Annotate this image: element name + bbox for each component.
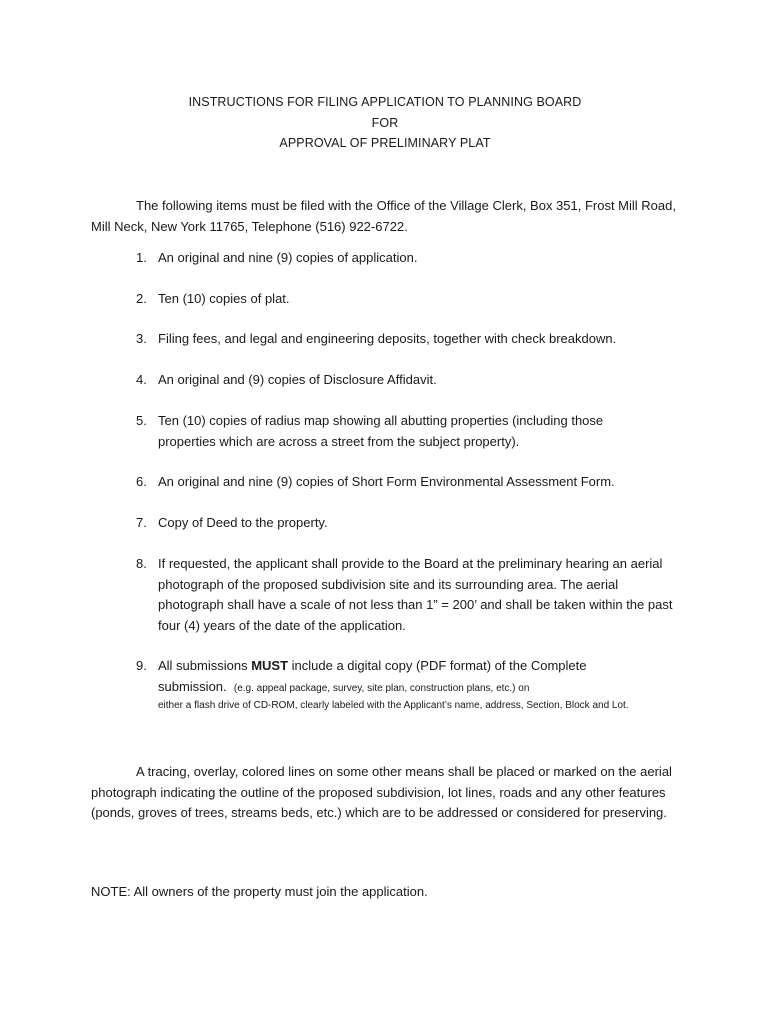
item-text: Ten (10) copies of radius map showing all abutting properties (including those properties which are across a street from the subject property). (158, 413, 604, 449)
list-item (136, 513, 696, 534)
item-text (158, 656, 681, 697)
list-item (136, 472, 696, 493)
list-item (136, 248, 696, 269)
title-line-1: INSTRUCTIONS FOR FILING APPLICATION TO PLANNING BOARD (188, 95, 582, 109)
item9-text-pre: All submissions (158, 658, 252, 673)
item-number: 2. (136, 291, 147, 306)
tracing-text: A tracing, overlay, colored lines on some other means shall be placed or marked on the aerial photograph indicating the outline of the proposed subdivision, lot lines, roads and any other features (ponds, groves of trees, streams beds, etc.) which are to be addressed or considered for preserving. (91, 764, 672, 820)
item-text: An original and (9) copies of Disclosure Affidavit. (158, 372, 437, 387)
title-line-2: FOR (371, 116, 399, 130)
item-text: An original and nine (9) copies of Short Form Environmental Assessment Form. (158, 474, 615, 489)
tracing-paragraph (91, 762, 681, 824)
item-text: Copy of Deed to the property. (158, 515, 328, 530)
item9-small-note: (e.g. appeal package, survey, site plan, construction plans, etc.) on (233, 682, 530, 694)
note-text: NOTE: All owners of the property must join the application. (91, 884, 428, 899)
item9-text-post: include a digital copy (PDF format) of the Complete submission. (158, 658, 587, 694)
item-text: Ten (10) copies of plat. (158, 291, 290, 306)
item-number: 3. (136, 331, 147, 346)
item-number: 5. (136, 413, 147, 428)
item-number: 4. (136, 372, 147, 387)
item-number: 1. (136, 250, 147, 265)
list-item (136, 329, 696, 350)
item9-small-detail: either a flash drive of CD-ROM, clearly labeled with the Applicant’s name, address, Section, Block and Lot. (158, 700, 629, 711)
intro-text: The following items must be filed with the Office of the Village Clerk, Box 351, Frost Mill Road, Mill Neck, New York 11765, Telephone (516) 922-6722. (91, 198, 676, 234)
item-text: If requested, the applicant shall provide to the Board at the preliminary hearing an aerial photograph of the proposed subdivision site and its surrounding area. The aerial photograph shall have a scale of not less than 1” = 200’ and shall be taken within the past four (4) years of the date of the application. (158, 556, 673, 633)
list-item (136, 370, 696, 391)
item-number: 9. (136, 658, 147, 673)
item-number: 8. (136, 556, 147, 571)
item-text: Filing fees, and legal and engineering deposits, together with check breakdown. (158, 331, 617, 346)
title-line-3: APPROVAL OF PRELIMINARY PLAT (279, 136, 491, 150)
intro-paragraph (91, 196, 691, 237)
item-number: 6. (136, 474, 147, 489)
list-item (136, 289, 696, 310)
list-item (136, 554, 676, 636)
list-item (136, 656, 681, 714)
item-text: An original and nine (9) copies of application. (158, 250, 418, 265)
list-item (136, 411, 646, 452)
item9-emphasis: MUST (251, 658, 289, 673)
item-number: 7. (136, 515, 147, 530)
